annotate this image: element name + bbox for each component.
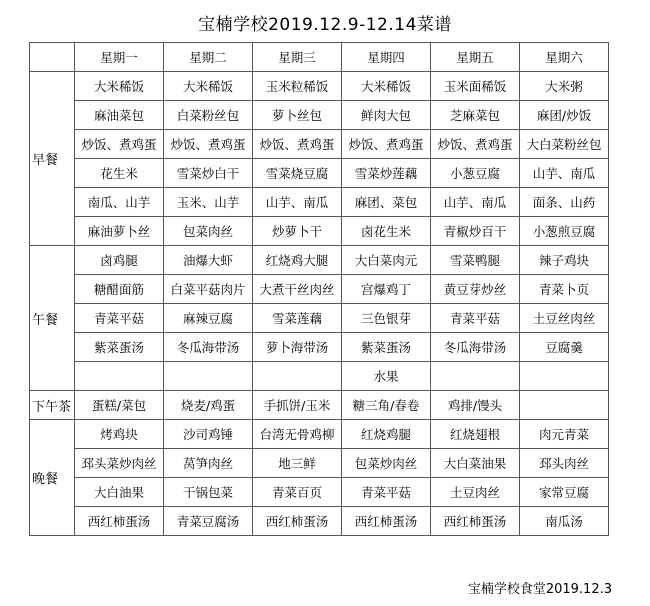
dish-cell: 炒饭、煮鸡蛋 xyxy=(342,130,431,159)
dish-cell: 大米稀饭 xyxy=(164,72,253,101)
dish-cell: 紫菜蛋汤 xyxy=(342,333,431,362)
dish-cell: 麻油菜包 xyxy=(75,101,164,130)
meal-row xyxy=(30,391,609,420)
dish-cell: 炒饭、煮鸡蛋 xyxy=(253,130,342,159)
dish-cell: 西红柿蛋汤 xyxy=(75,507,164,536)
dish-cell: 青菜豆腐汤 xyxy=(164,507,253,536)
dish-cell: 雪菜莲藕 xyxy=(253,304,342,333)
dish-cell: 炒饭、煮鸡蛋 xyxy=(431,130,520,159)
dish-cell: 土豆肉丝 xyxy=(431,478,520,507)
dish-cell: 鲜肉大包 xyxy=(342,101,431,130)
dish-cell: 家常豆腐 xyxy=(520,478,609,507)
dish-cell: 红烧鸡大腿 xyxy=(253,246,342,275)
dish-cell: 白菜粉丝包 xyxy=(164,101,253,130)
meal-row xyxy=(30,217,609,246)
dish-cell: 大米粥 xyxy=(520,72,609,101)
dish-cell: 卤鸡腿 xyxy=(75,246,164,275)
dish-cell xyxy=(253,362,342,391)
page-title: 宝楠学校2019.12.9-12.14菜谱 xyxy=(198,15,452,35)
dish-cell: 肉元青菜 xyxy=(520,420,609,449)
dish-cell: 炒饭、煮鸡蛋 xyxy=(75,130,164,159)
dish-cell: 紫菜蛋汤 xyxy=(75,333,164,362)
dish-cell: 青菜百页 xyxy=(253,478,342,507)
meal-row xyxy=(30,304,609,333)
dish-cell: 卤花生米 xyxy=(342,217,431,246)
dish-cell: 红烧鸡腿 xyxy=(342,420,431,449)
dish-cell: 麻团、菜包 xyxy=(342,188,431,217)
dish-cell xyxy=(75,362,164,391)
meal-row xyxy=(30,159,609,188)
meal-label: 午餐 xyxy=(30,246,75,391)
meal-label: 晚餐 xyxy=(30,420,75,536)
dish-cell: 红烧翅根 xyxy=(431,420,520,449)
dish-cell: 油爆大虾 xyxy=(164,246,253,275)
dish-cell: 雪菜炒白干 xyxy=(164,159,253,188)
meal-row xyxy=(30,333,609,362)
dish-cell: 雪菜烧豆腐 xyxy=(253,159,342,188)
dish-cell xyxy=(520,362,609,391)
dish-cell: 山芋、南瓜 xyxy=(253,188,342,217)
dish-cell: 大白油果 xyxy=(75,478,164,507)
meal-row xyxy=(30,246,609,275)
dish-cell: 大白菜肉元 xyxy=(342,246,431,275)
meal-label: 早餐 xyxy=(30,72,75,246)
dish-cell: 小葱豆腐 xyxy=(431,159,520,188)
meal-row xyxy=(30,362,609,391)
dish-cell: 三色银芽 xyxy=(342,304,431,333)
dish-cell: 冬瓜海带汤 xyxy=(431,333,520,362)
dish-cell xyxy=(431,362,520,391)
dish-cell: 面条、山药 xyxy=(520,188,609,217)
dish-cell: 蛋糕/菜包 xyxy=(75,391,164,420)
dish-cell: 白菜平菇肉片 xyxy=(164,275,253,304)
dish-cell: 鸡排/馒头 xyxy=(431,391,520,420)
dish-cell: 西红柿蛋汤 xyxy=(431,507,520,536)
dish-cell: 宫爆鸡丁 xyxy=(342,275,431,304)
dish-cell: 萝卜丝包 xyxy=(253,101,342,130)
dish-cell: 大米稀饭 xyxy=(75,72,164,101)
dish-cell: 黄豆芽炒丝 xyxy=(431,275,520,304)
meal-row xyxy=(30,130,609,159)
dish-cell: 麻油萝卜丝 xyxy=(75,217,164,246)
dish-cell: 南瓜汤 xyxy=(520,507,609,536)
dish-cell: 冬瓜海带汤 xyxy=(164,333,253,362)
dish-cell: 包菜炒肉丝 xyxy=(342,449,431,478)
meal-row xyxy=(30,420,609,449)
dish-cell: 水果 xyxy=(342,362,431,391)
dish-cell: 大白菜油果 xyxy=(431,449,520,478)
dish-cell: 山芋、南瓜 xyxy=(431,188,520,217)
dish-cell: 手抓饼/玉米 xyxy=(253,391,342,420)
dish-cell: 青菜卜页 xyxy=(520,275,609,304)
canteen-signature: 宝楠学校食堂2019.12.3 xyxy=(467,582,612,597)
dish-cell: 西红柿蛋汤 xyxy=(342,507,431,536)
dish-cell: 包菜肉丝 xyxy=(164,217,253,246)
dish-cell: 大煮干丝肉丝 xyxy=(253,275,342,304)
meal-row xyxy=(30,72,609,101)
dish-cell: 烧麦/鸡蛋 xyxy=(164,391,253,420)
day-header: 星期二 xyxy=(164,43,253,72)
dish-cell: 南瓜、山芋 xyxy=(75,188,164,217)
dish-cell: 芝麻菜包 xyxy=(431,101,520,130)
dish-cell: 玉米粒稀饭 xyxy=(253,72,342,101)
dish-cell: 萝卜海带汤 xyxy=(253,333,342,362)
dish-cell: 糖醋面筋 xyxy=(75,275,164,304)
dish-cell xyxy=(164,362,253,391)
meal-label: 下午茶 xyxy=(30,391,75,420)
dish-cell: 烤鸡块 xyxy=(75,420,164,449)
dish-cell: 干锅包菜 xyxy=(164,478,253,507)
corner-cell xyxy=(30,43,75,72)
day-header: 星期六 xyxy=(520,43,609,72)
dish-cell: 玉米面稀饭 xyxy=(431,72,520,101)
dish-cell: 大白菜粉丝包 xyxy=(520,130,609,159)
dish-cell: 邳头菜炒肉丝 xyxy=(75,449,164,478)
day-header: 星期四 xyxy=(342,43,431,72)
dish-cell: 玉米、山芋 xyxy=(164,188,253,217)
dish-cell: 青菜平菇 xyxy=(431,304,520,333)
dish-cell: 大米稀饭 xyxy=(342,72,431,101)
menu-table xyxy=(29,42,609,536)
dish-cell: 炒萝卜干 xyxy=(253,217,342,246)
meal-row xyxy=(30,507,609,536)
dish-cell: 豆腐羹 xyxy=(520,333,609,362)
day-header: 星期五 xyxy=(431,43,520,72)
dish-cell: 台湾无骨鸡柳 xyxy=(253,420,342,449)
dish-cell: 辣子鸡块 xyxy=(520,246,609,275)
header-row xyxy=(30,43,609,72)
dish-cell: 炒饭、煮鸡蛋 xyxy=(164,130,253,159)
dish-cell: 青菜平菇 xyxy=(342,478,431,507)
dish-cell: 小葱煎豆腐 xyxy=(520,217,609,246)
dish-cell: 西红柿蛋汤 xyxy=(253,507,342,536)
dish-cell: 糖三角/春卷 xyxy=(342,391,431,420)
dish-cell: 花生米 xyxy=(75,159,164,188)
day-header: 星期一 xyxy=(75,43,164,72)
meal-row xyxy=(30,478,609,507)
dish-cell: 青椒炒百干 xyxy=(431,217,520,246)
dish-cell: 麻团/炒饭 xyxy=(520,101,609,130)
dish-cell: 沙司鸡锤 xyxy=(164,420,253,449)
dish-cell: 地三鲜 xyxy=(253,449,342,478)
dish-cell xyxy=(520,391,609,420)
dish-cell: 雪菜炒莲藕 xyxy=(342,159,431,188)
dish-cell: 莴笋肉丝 xyxy=(164,449,253,478)
dish-cell: 邳头肉丝 xyxy=(520,449,609,478)
dish-cell: 雪菜鸭腿 xyxy=(431,246,520,275)
dish-cell: 山芋、南瓜 xyxy=(520,159,609,188)
meal-row xyxy=(30,101,609,130)
meal-row xyxy=(30,449,609,478)
day-header: 星期三 xyxy=(253,43,342,72)
dish-cell: 青菜平菇 xyxy=(75,304,164,333)
meal-row xyxy=(30,188,609,217)
dish-cell: 麻辣豆腐 xyxy=(164,304,253,333)
dish-cell: 土豆丝肉丝 xyxy=(520,304,609,333)
meal-row xyxy=(30,275,609,304)
